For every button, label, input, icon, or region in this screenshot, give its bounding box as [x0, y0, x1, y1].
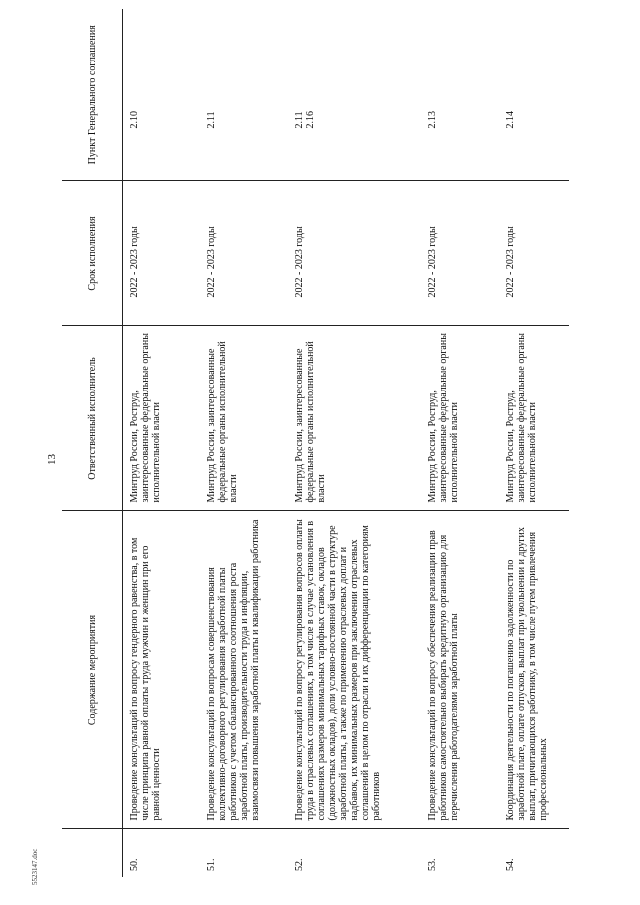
- row-executor: Минтруд России, Роструд, заинтересованные федеральные органы исполнительной власти: [499, 326, 569, 511]
- point-value: 2.11: [206, 111, 217, 129]
- row-number: 51.: [206, 858, 217, 871]
- header-term: Срок исполнения: [62, 181, 123, 326]
- header-num: [62, 829, 123, 877]
- table-header-row: [62, 9, 123, 877]
- row-content: Проведение консультаций по вопросу регулирования вопросов оплаты труда в отраслевых соглашениях, в том числе в случае установления в соглашениях размеров минимальных тарифных ставок, окладов (должностных окладов), доли условно-постоянной части в структуре заработной платы, а также по применению отраслевых доплат и надбавок, их минимальных размеров при заключении отраслевых соглашений в целом по отрасли и их дифференциации по категориям работников: [288, 511, 421, 829]
- header-executor: Ответственный исполнитель: [62, 326, 123, 511]
- row-term: 2022 - 2023 годы: [288, 181, 421, 326]
- page-number: 13: [46, 454, 58, 465]
- table-row: [123, 9, 201, 877]
- row-executor: Минтруд России, заинтересованные федеральные органы исполнительной власти: [200, 326, 288, 511]
- file-name: 5523147.doc: [31, 848, 39, 885]
- measures-table: [62, 9, 569, 877]
- row-point: [499, 9, 569, 181]
- row-executor: Минтруд России, Роструд, заинтересованные федеральные органы исполнительной власти: [123, 326, 201, 511]
- row-executor: Минтруд России, Роструд, заинтересованные федеральные органы исполнительной власти: [421, 326, 499, 511]
- row-number: 54.: [505, 858, 516, 871]
- row-content: Проведение консультаций по вопросам совершенствования коллективно-договорного регулирования заработной платы работников с учетом сбалансированного соотношения роста заработной платы, производительности труда и инфляции, взаимосвязи повышения заработной платы и квалификации работника: [200, 511, 288, 829]
- row-content: Координация деятельности по погашению задолженности по заработной плате, оплате отпусков, выплат при увольнении и других выплат, причитающихся работнику, в том числе путем привлечения профессиональных: [499, 511, 569, 829]
- row-point: [123, 9, 201, 181]
- row-term: 2022 - 2023 годы: [499, 181, 569, 326]
- row-executor: Минтруд России, заинтересованные федеральные органы исполнительной власти: [288, 326, 421, 511]
- row-term: 2022 - 2023 годы: [123, 181, 201, 326]
- header-point: Пункт Генерального соглашения: [62, 9, 123, 181]
- point-value: 2.16: [305, 111, 316, 129]
- row-point: [200, 9, 288, 181]
- row-content: Проведение консультаций по вопросу гендерного равенства, в том числе принципа равной оплаты труда мужчин и женщин при его равной ценности: [123, 511, 201, 829]
- header-content: Содержание мероприятия: [62, 511, 123, 829]
- point-value: 2.11: [294, 111, 305, 129]
- row-term: 2022 - 2023 годы: [200, 181, 288, 326]
- row-point: [421, 9, 499, 181]
- table-row: [288, 9, 421, 877]
- point-value: 2.10: [129, 111, 140, 129]
- row-term: 2022 - 2023 годы: [421, 181, 499, 326]
- row-point: [288, 9, 421, 181]
- point-value: 2.13: [427, 111, 438, 129]
- row-number: 53.: [427, 858, 438, 871]
- point-value: 2.14: [505, 111, 516, 129]
- row-content: Проведение консультаций по вопросу обеспечения реализации прав работников самостоятельно выбирать кредитную организацию для перечисления работодателями заработной платы: [421, 511, 499, 829]
- row-number: 50.: [129, 858, 140, 871]
- table-row: [499, 9, 569, 877]
- row-number: 52.: [294, 858, 305, 871]
- table-row: [200, 9, 288, 877]
- table-row: [421, 9, 499, 877]
